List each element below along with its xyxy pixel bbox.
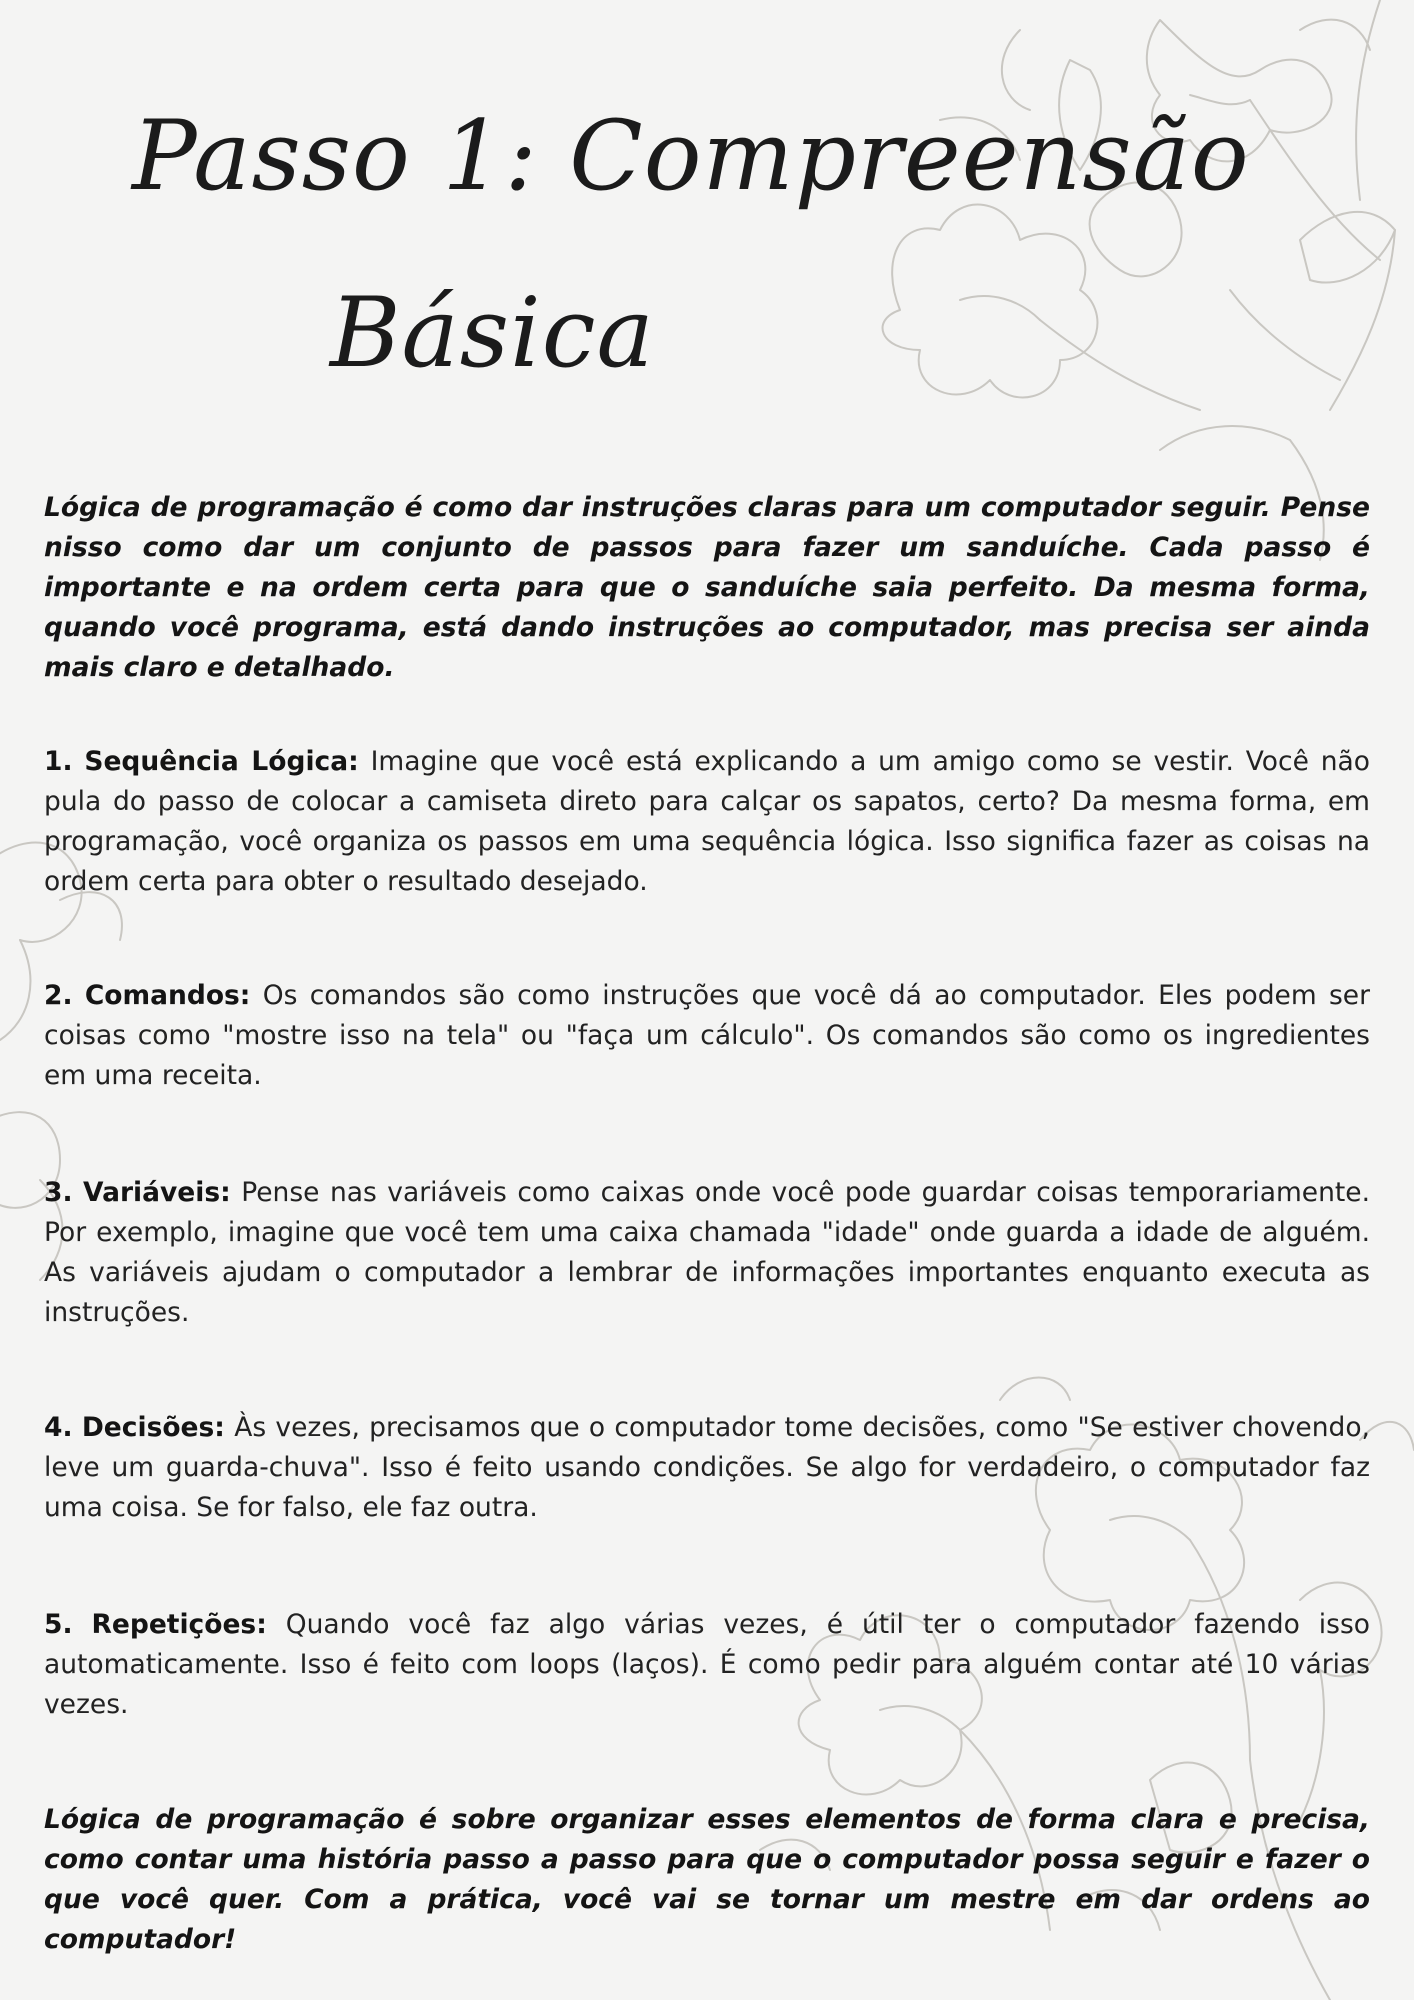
section-sequencia-logica <box>44 742 1370 902</box>
section-text: Imagine que você está explicando a um amigo como se vestir. Você não pula do passo de colocar a camiseta direto para calçar os sapatos, certo? Da mesma forma, em programação, você organiza os passos em uma sequência lógica. Isso significa fazer as coisas na ordem certa para obter o resultado desejado. <box>44 746 1370 897</box>
conclusion-paragraph: Lógica de programação é sobre organizar esses elementos de forma clara e precisa, como contar uma história passo a passo para que o computador possa seguir e fazer o que você quer. Com a prática, você vai se tornar um mestre em dar ordens ao computador! <box>44 1804 1370 1955</box>
section-number: 4. <box>44 1412 73 1443</box>
section-heading: Variáveis: <box>83 1177 231 1208</box>
section-text: Às vezes, precisamos que o computador tome decisões, como "Se estiver chovendo, leve um guarda-chuva". Isso é feito usando condições. Se algo for verdadeiro, o computador faz uma coisa. Se for falso, ele faz outra. <box>44 1412 1370 1523</box>
section-comandos <box>44 976 1370 1096</box>
section-text: Os comandos são como instruções que você dá ao computador. Eles podem ser coisas como "mostre isso na tela" ou "faça um cálculo". Os comandos são como os ingredientes em uma receita. <box>44 980 1370 1091</box>
page-title-line-2: Básica <box>330 277 655 389</box>
section-number: 1. <box>44 746 73 777</box>
section-repeticoes <box>44 1605 1370 1725</box>
section-heading: Sequência Lógica: <box>84 746 359 777</box>
section-number: 3. <box>44 1177 73 1208</box>
top-right-flowers-illustration <box>883 0 1395 560</box>
section-heading: Comandos: <box>84 980 251 1011</box>
section-text: Pense nas variáveis como caixas onde você pode guardar coisas temporariamente. Por exemplo, imagine que você tem uma caixa chamada "idade" onde guarda a idade de alguém. As variáveis ajudam o computador a lembrar de informações importantes enquanto executa as instruções. <box>44 1177 1370 1328</box>
section-heading: Decisões: <box>81 1412 225 1443</box>
section-variaveis <box>44 1173 1370 1333</box>
section-decisoes <box>44 1408 1370 1528</box>
section-text: Quando você faz algo várias vezes, é útil ter o computador fazendo isso automaticamente. Isso é feito com loops (laços). É como pedir para alguém contar até 10 várias vezes. <box>44 1609 1370 1720</box>
section-number: 5. <box>44 1609 73 1640</box>
section-heading: Repetições: <box>91 1609 267 1640</box>
document-body <box>44 488 1370 1955</box>
page-title-line-1: Passo 1: Compreensão <box>132 100 1250 212</box>
section-number: 2. <box>44 980 73 1011</box>
intro-paragraph: Lógica de programação é como dar instruções claras para um computador seguir. Pense nisso como dar um conjunto de passos para fazer um sanduíche. Cada passo é importante e na ordem certa para que o sanduíche saia perfeito. Da mesma forma, quando você programa, está dando instruções ao computador, mas precisa ser ainda mais claro e detalhado. <box>44 492 1370 683</box>
